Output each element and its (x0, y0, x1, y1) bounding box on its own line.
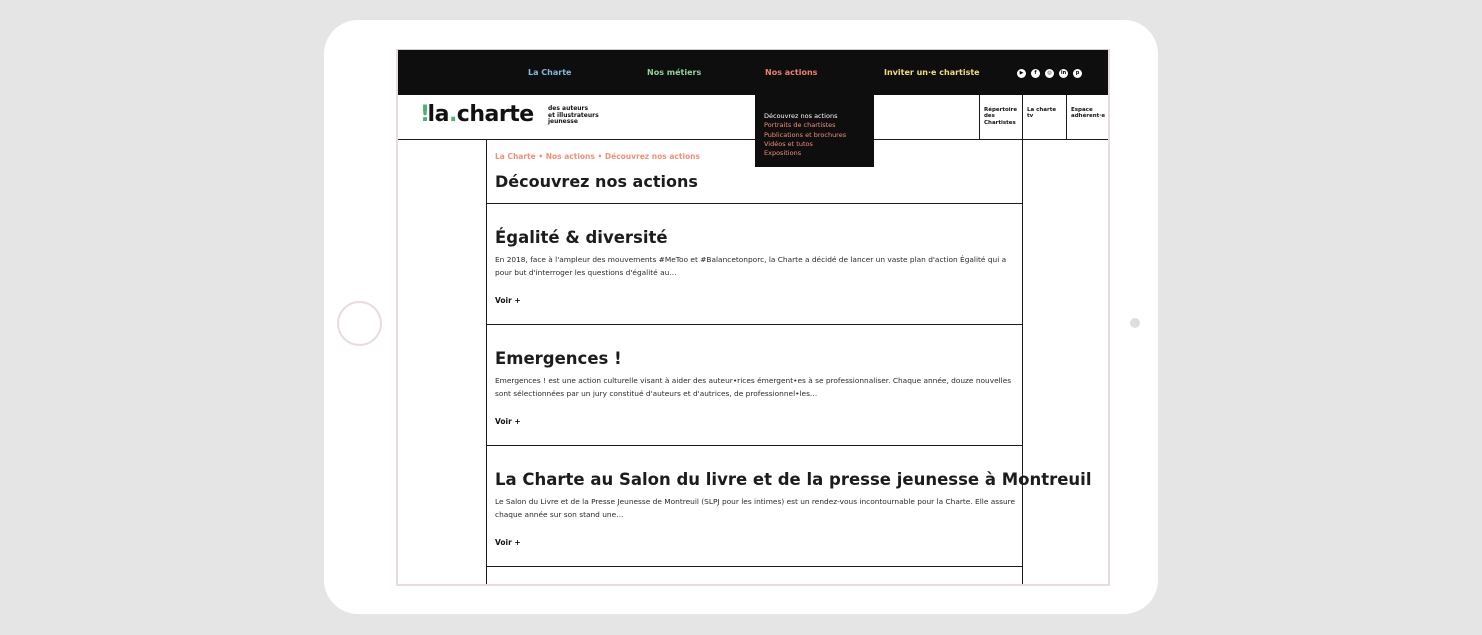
logo-part-1: !la (420, 102, 449, 127)
nav-la-charte[interactable]: La Charte (528, 68, 572, 77)
card-title[interactable]: Égalité & diversité (495, 228, 668, 247)
header-link-line: Espace (1071, 107, 1093, 113)
header-link-espace-adherent[interactable] (1066, 95, 1110, 139)
divider (487, 324, 1022, 325)
dropdown-item-videos[interactable]: Vidéos et tutos (764, 139, 813, 148)
header-link-repertoire[interactable] (979, 95, 1022, 139)
top-navigation (398, 50, 1110, 95)
header-link-line: adhérent·e (1071, 113, 1106, 120)
screen (396, 49, 1110, 586)
header-link-line: Répertoire (984, 107, 1018, 113)
youtube-icon[interactable]: ▶ (1017, 69, 1026, 78)
camera-dot (1130, 318, 1140, 328)
pinterest-icon[interactable]: p (1073, 69, 1082, 78)
breadcrumb[interactable]: La Charte • Nos actions • Découvrez nos actions (495, 152, 700, 161)
card-excerpt: Le Salon du Livre et de la Presse Jeunesse de Montreuil (SLPJ pour les intimes) est un rendez-vous incontournable pour la Charte. Elle assure chaque année sur son stand une… (495, 497, 1016, 519)
card-title[interactable]: La Charte au Salon du livre et de la presse jeunesse à Montreuil (495, 470, 1092, 489)
dropdown-item-decouvrez[interactable]: Découvrez nos actions (764, 112, 838, 120)
tagline-line: et illustrateurs (548, 111, 599, 119)
nav-nos-metiers[interactable]: Nos métiers (647, 68, 702, 77)
linkedin-icon[interactable]: in (1060, 70, 1067, 76)
logo-dot-1: . (448, 102, 457, 127)
page-title: Découvrez nos actions (495, 172, 698, 191)
card-title[interactable]: Emergences ! (495, 349, 622, 368)
header-link-line: tv (1027, 113, 1034, 120)
facebook-icon[interactable]: f (1031, 69, 1040, 78)
header-link-line: Chartistes (984, 119, 1016, 126)
card-excerpt: Emergences ! est une action culturelle visant à aider des auteur•rices émergent•es à se professionnaliser. Chaque année, douze nouvelles sont sélectionnées par un jury constitué d'auteurs et d'autrices, de professionnel•les… (495, 376, 1012, 398)
tagline-line: jeunesse (548, 118, 578, 125)
main-content (486, 140, 1092, 586)
header-link-line: La charte (1027, 107, 1057, 113)
card-excerpt: En 2018, face à l'ampleur des mouvements #MeToo et #Balancetonporc, la Charte a décidé de lancer un vaste plan d'action Égalité qui a pour but d'interroger les questions d'égalité au… (495, 255, 1007, 277)
divider (487, 445, 1022, 446)
divider (487, 203, 1022, 204)
home-button[interactable] (337, 301, 382, 346)
nos-actions-dropdown (755, 95, 874, 167)
site-header (398, 95, 1110, 140)
logo-tagline (548, 106, 608, 126)
dropdown-item-expositions[interactable]: Expositions (764, 149, 802, 158)
dropdown-item-publications[interactable]: Publications et brochures (764, 130, 847, 139)
logo-part-2: ch (456, 102, 485, 127)
nav-nos-actions[interactable]: Nos actions (765, 68, 818, 77)
divider (487, 566, 1022, 567)
nav-inviter-chartiste[interactable]: Inviter un·e chartiste (884, 68, 980, 77)
tagline-line: des auteurs (548, 105, 589, 112)
card-more-link[interactable]: Voir + (495, 296, 521, 305)
header-link-charte-tv[interactable] (1022, 95, 1066, 139)
logo-part-3: arte (484, 102, 534, 127)
header-link-line: des (984, 113, 995, 120)
dropdown-item-portraits[interactable]: Portraits de chartistes (764, 121, 836, 130)
instagram-icon[interactable]: ◎ (1045, 69, 1054, 78)
card-more-link[interactable]: Voir + (495, 417, 521, 426)
card-more-link[interactable]: Voir + (495, 538, 521, 547)
site-logo[interactable] (420, 102, 534, 127)
